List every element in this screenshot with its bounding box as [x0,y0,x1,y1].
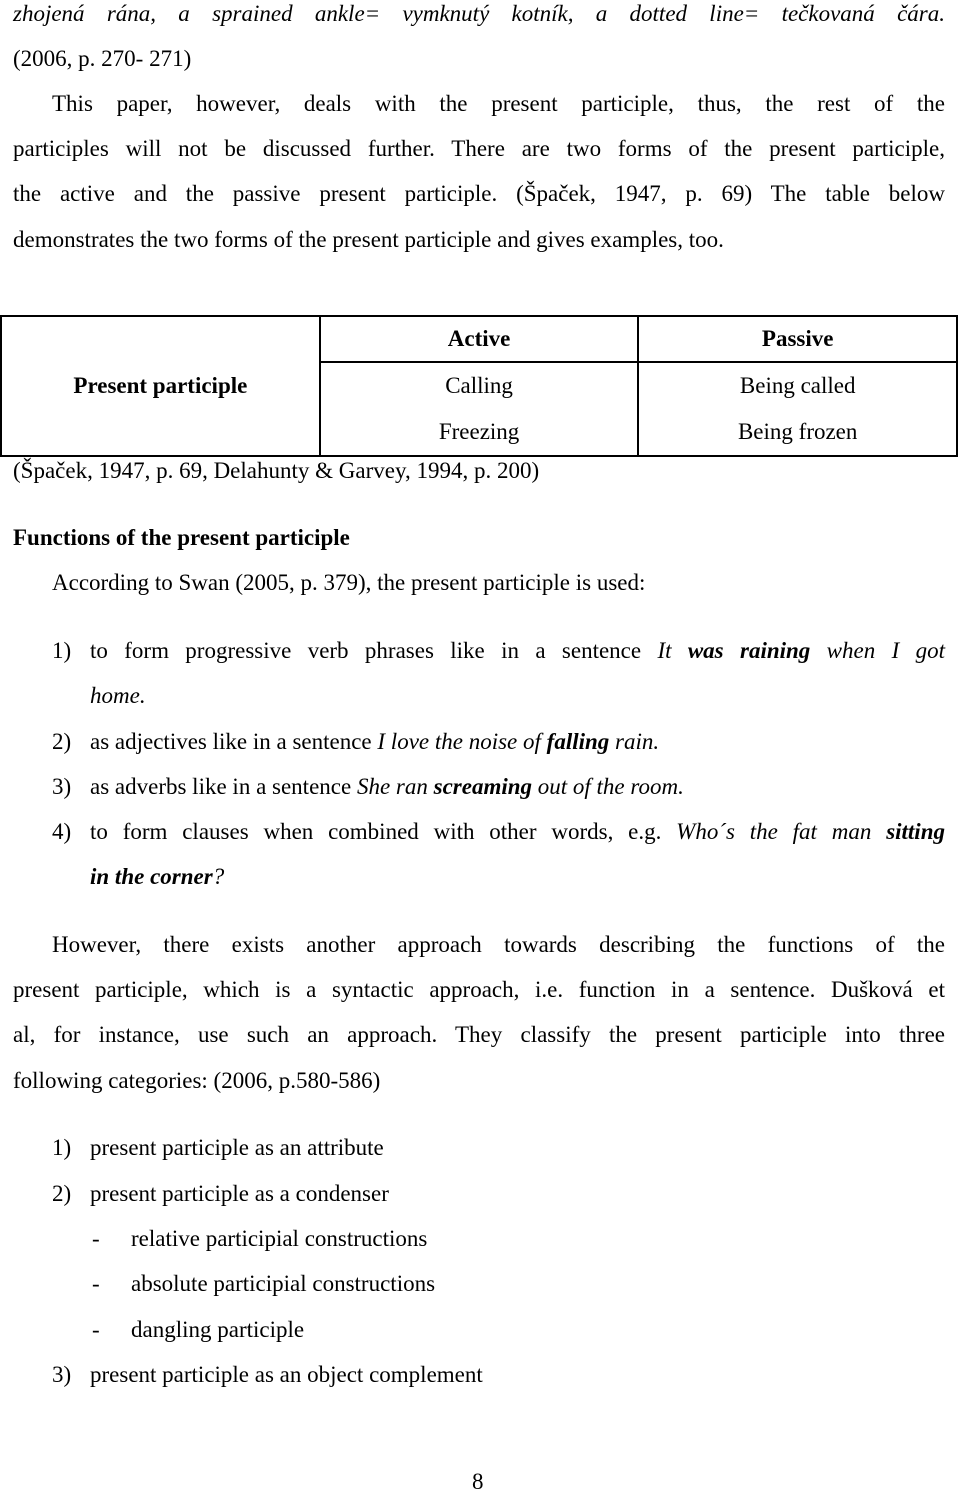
example-text: out of the room. [532,774,684,799]
function-item-1-continued: home. [90,683,146,708]
syntactic-line-3: al, for instance, use such an approach. They classify the present participle into three [13,1022,945,1047]
category-item-2: present participle as a condenser [90,1181,389,1206]
passive-example: Being called [739,373,856,398]
example-emphasis: screaming [433,774,533,799]
function-item-4-continued [90,863,224,891]
list-number: 2) [52,729,72,754]
list-number: 3) [52,1362,72,1387]
table-header-active: Active [320,316,639,362]
table-source: (Špaček, 1947, p. 69, Delahunty & Garvey, 1994, p. 200) [13,458,540,483]
list-number: 1) [52,1135,72,1160]
active-example: Freezing [438,419,520,444]
intro-line-1: This paper, however, deals with the present participle, thus, the rest of the [52,91,945,116]
table-active-cell [320,362,639,456]
sub-item: relative participial constructions [131,1226,428,1251]
top-line-1: zhojená rána, a sprained ankle= vymknutý kotník, a dotted line= tečkovaná čára. [13,1,945,26]
sub-item-dash: - [92,1317,100,1342]
example-emphasis: sitting [886,819,945,844]
intro-line-2: participles will not be discussed further. There are two forms of the present participle, [13,136,945,161]
intro-line-4: demonstrates the two forms of the present participle and gives examples, too. [13,227,724,252]
syntactic-line-2: present participle, which is a syntactic approach, i.e. function in a sentence. Dušková et [13,977,945,1002]
function-item-2 [90,728,659,756]
list-number: 2) [52,1181,72,1206]
sub-item-dash: - [92,1226,100,1251]
example-text: She ran [356,774,434,799]
item-text: as adverbs like in a sentence [90,774,357,799]
section-heading: Functions of the present participle [13,525,350,550]
table-passive-cell [638,362,957,456]
category-item-3: present participle as an object complement [90,1362,483,1387]
list-number: 1) [52,638,72,663]
participle-table [0,315,958,457]
example-text: I love the noise of [377,729,547,754]
table-row-label: Present participle [1,316,320,456]
sub-item: dangling participle [131,1317,305,1342]
sub-item-dash: - [92,1271,100,1296]
example-text: when I got [810,638,945,663]
table-header-passive: Passive [638,316,957,362]
intro-line-3: the active and the passive present participle. (Špaček, 1947, p. 69) The table below [13,181,945,206]
example-text: Who´s the fat man [676,819,887,844]
section-lead: According to Swan (2005, p. 379), the present participle is used: [52,570,646,595]
list-number: 4) [52,819,72,844]
item-text: to form clauses when combined with other words, e.g. [90,819,677,844]
top-line-2: (2006, p. 270- 271) [13,46,192,71]
example-emphasis: was raining [687,638,811,663]
list-number: 3) [52,774,72,799]
example-emphasis: falling [546,729,610,754]
item-text: to form progressive verb phrases like in a sentence [90,638,658,663]
function-item-4 [90,818,945,846]
category-item-1: present participle as an attribute [90,1135,384,1160]
passive-example: Being frozen [737,419,858,444]
example-emphasis: in the corner [90,864,213,889]
example-text: rain. [609,729,660,754]
function-item-3 [90,773,684,801]
syntactic-line-1: However, there exists another approach towards describing the functions of the [52,932,945,957]
page-number: 8 [472,1469,484,1494]
active-example: Calling [445,373,513,398]
syntactic-line-4: following categories: (2006, p.580-586) [13,1068,381,1093]
example-text: It [657,638,688,663]
item-text: as adjectives like in a sentence [90,729,378,754]
function-item-1 [90,637,945,665]
sub-item: absolute participial constructions [131,1271,436,1296]
example-text: ? [212,864,225,889]
